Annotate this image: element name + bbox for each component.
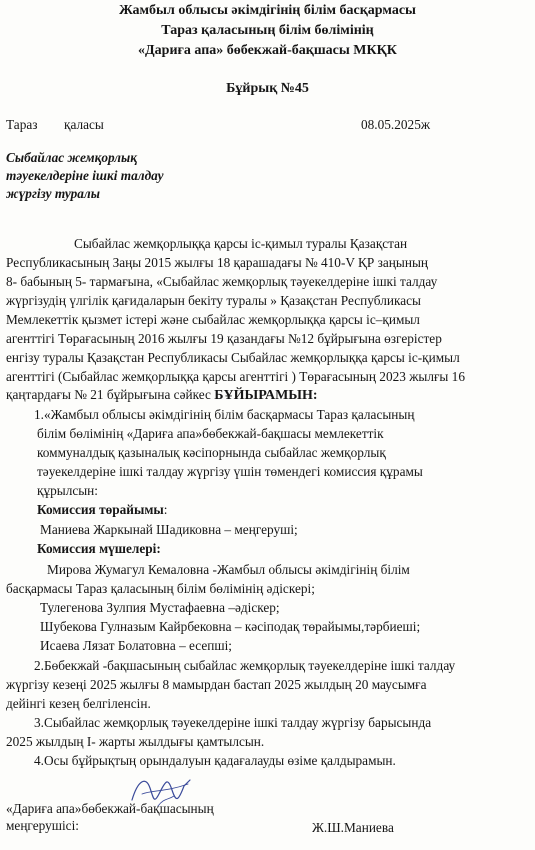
chair-heading-line <box>37 502 167 518</box>
intro-line-8: агенттігі (Сыбайлас жемқорлыққа қарсы агенттігі ) Төрағасының 2023 жылғы 16 <box>6 369 465 384</box>
member-line-4: Шубекова Гулназым Кайрбековна – кәсіподақ төрайымы,тәрбиеші; <box>40 619 421 634</box>
intro-line-1: Сыбайлас жемқорлыққа қарсы іс-қимыл туралы Қазақстан <box>74 236 408 251</box>
order-city: Тараз <box>6 117 38 132</box>
intro-line-5: Мемлекеттік қызмет істері және сыбайлас жемқорлыққа қарсы іс–қимыл <box>6 312 420 327</box>
chair-heading: Комиссия төрайымы <box>37 502 164 517</box>
order-city-suffix: қаласы <box>64 117 104 132</box>
member-line-2: басқармасы Тараз қаласының білім бөлімінің әдіскері; <box>6 581 315 596</box>
item3-line-2: 2025 жылдың І- жарты жылдығы қамтылсын. <box>6 734 265 749</box>
item1-line-5: құрылсын: <box>37 483 98 498</box>
header-line-1: Жамбыл облысы әкімдігінің білім басқармасы <box>119 3 416 18</box>
header-line-2: Тараз қаласының білім бөлімінің <box>161 23 374 38</box>
order-word: БҰЙЫРАМЫН: <box>214 388 318 403</box>
member-line-5: Исаева Лязат Болатовна – есепші; <box>40 638 232 653</box>
intro-line-9 <box>6 387 318 404</box>
handwritten-signature <box>128 770 194 810</box>
item1-line-1: 1.«Жамбыл облысы әкімдігінің білім басқармасы Тараз қаласының <box>34 407 415 422</box>
subject-line-3: жүргізу туралы <box>6 186 100 201</box>
member-line-3: Тулегенова Зулпия Мустафаевна –әдіскер; <box>40 600 280 615</box>
members-heading: Комиссия мүшелері: <box>37 541 161 556</box>
order-title: Бұйрық №45 <box>226 81 309 96</box>
item1-line-3: коммуналдық қазыналық кәсіпорнында сыбайлас жемқорлық <box>37 445 386 460</box>
item1-line-2: білім бөлімінің «Дариға апа»бөбекжай-бақшасы мемлекеттік <box>37 426 384 441</box>
intro-line-2: Республикасының Заңы 2015 жылғы 18 қарашадағы № 410-V ҚР заңының <box>6 255 429 270</box>
intro-last-text: қаңтардағы № 21 бұйрығына сәйкес <box>6 387 211 402</box>
item2-line-2: жүргізу кезеңі 2025 жылғы 8 мамырдан бастап 2025 жылдың 20 маусымға <box>6 677 427 692</box>
intro-line-7: енгізу туралы Қазақстан Республикасы Сыбайлас жемқорлыққа қарсы іс-қимыл <box>6 350 460 365</box>
item1-line-4: тәуекелдеріне ішкі талдау жүргізу үшін төмендегі комиссия құрамы <box>37 464 423 479</box>
item3-line-1: 3.Сыбайлас жемқорлық тәуекелдеріне ішкі талдау жүргізу барысында <box>34 715 432 730</box>
intro-line-6: агенттігі Төрағасының 2016 жылғы 19 қазандағы №12 бұйрығына өзгерістер <box>6 331 442 346</box>
header-line-3: «Дариға апа» бөбекжай-бақшасы МКҚК <box>138 43 397 58</box>
intro-line-3: 8- бабының 5- тармағына, «Сыбайлас жемқорлық тәуекелдеріне ішкі талдау <box>6 274 438 289</box>
intro-line-4: жүргізудің үлгілік қағидаларын бекіту туралы » Қазақстан Республикасы <box>6 293 421 308</box>
chair-name: Маниева Жаркынай Шадиковна – меңгеруші; <box>40 522 298 537</box>
item4-line: 4.Осы бұйрықтың орындалуын қадағалауды өзіме қалдырамын. <box>34 753 396 768</box>
subject-line-2: тәуекелдеріне ішкі талдау <box>6 168 164 183</box>
order-date: 08.05.2025ж <box>361 117 431 132</box>
member-line-1: Мирова Жумагул Кемаловна -Жамбыл облысы әкімдігінің білім <box>47 562 410 577</box>
footer-position: меңгерушісі: <box>6 818 79 833</box>
chair-heading-colon: : <box>163 502 168 517</box>
item2-line-1: 2.Бөбекжай -бақшасының сыбайлас жемқорлық тәуекелдеріне ішкі талдау <box>34 658 456 673</box>
item2-line-3: дейінгі кезең белгіленсін. <box>6 696 151 711</box>
footer-signer-name: Ж.Ш.Маниева <box>312 820 394 835</box>
subject-line-1: Сыбайлас жемқорлық <box>6 150 137 165</box>
footer-org: «Дариға апа»бөбекжай-бақшасының <box>6 801 214 816</box>
